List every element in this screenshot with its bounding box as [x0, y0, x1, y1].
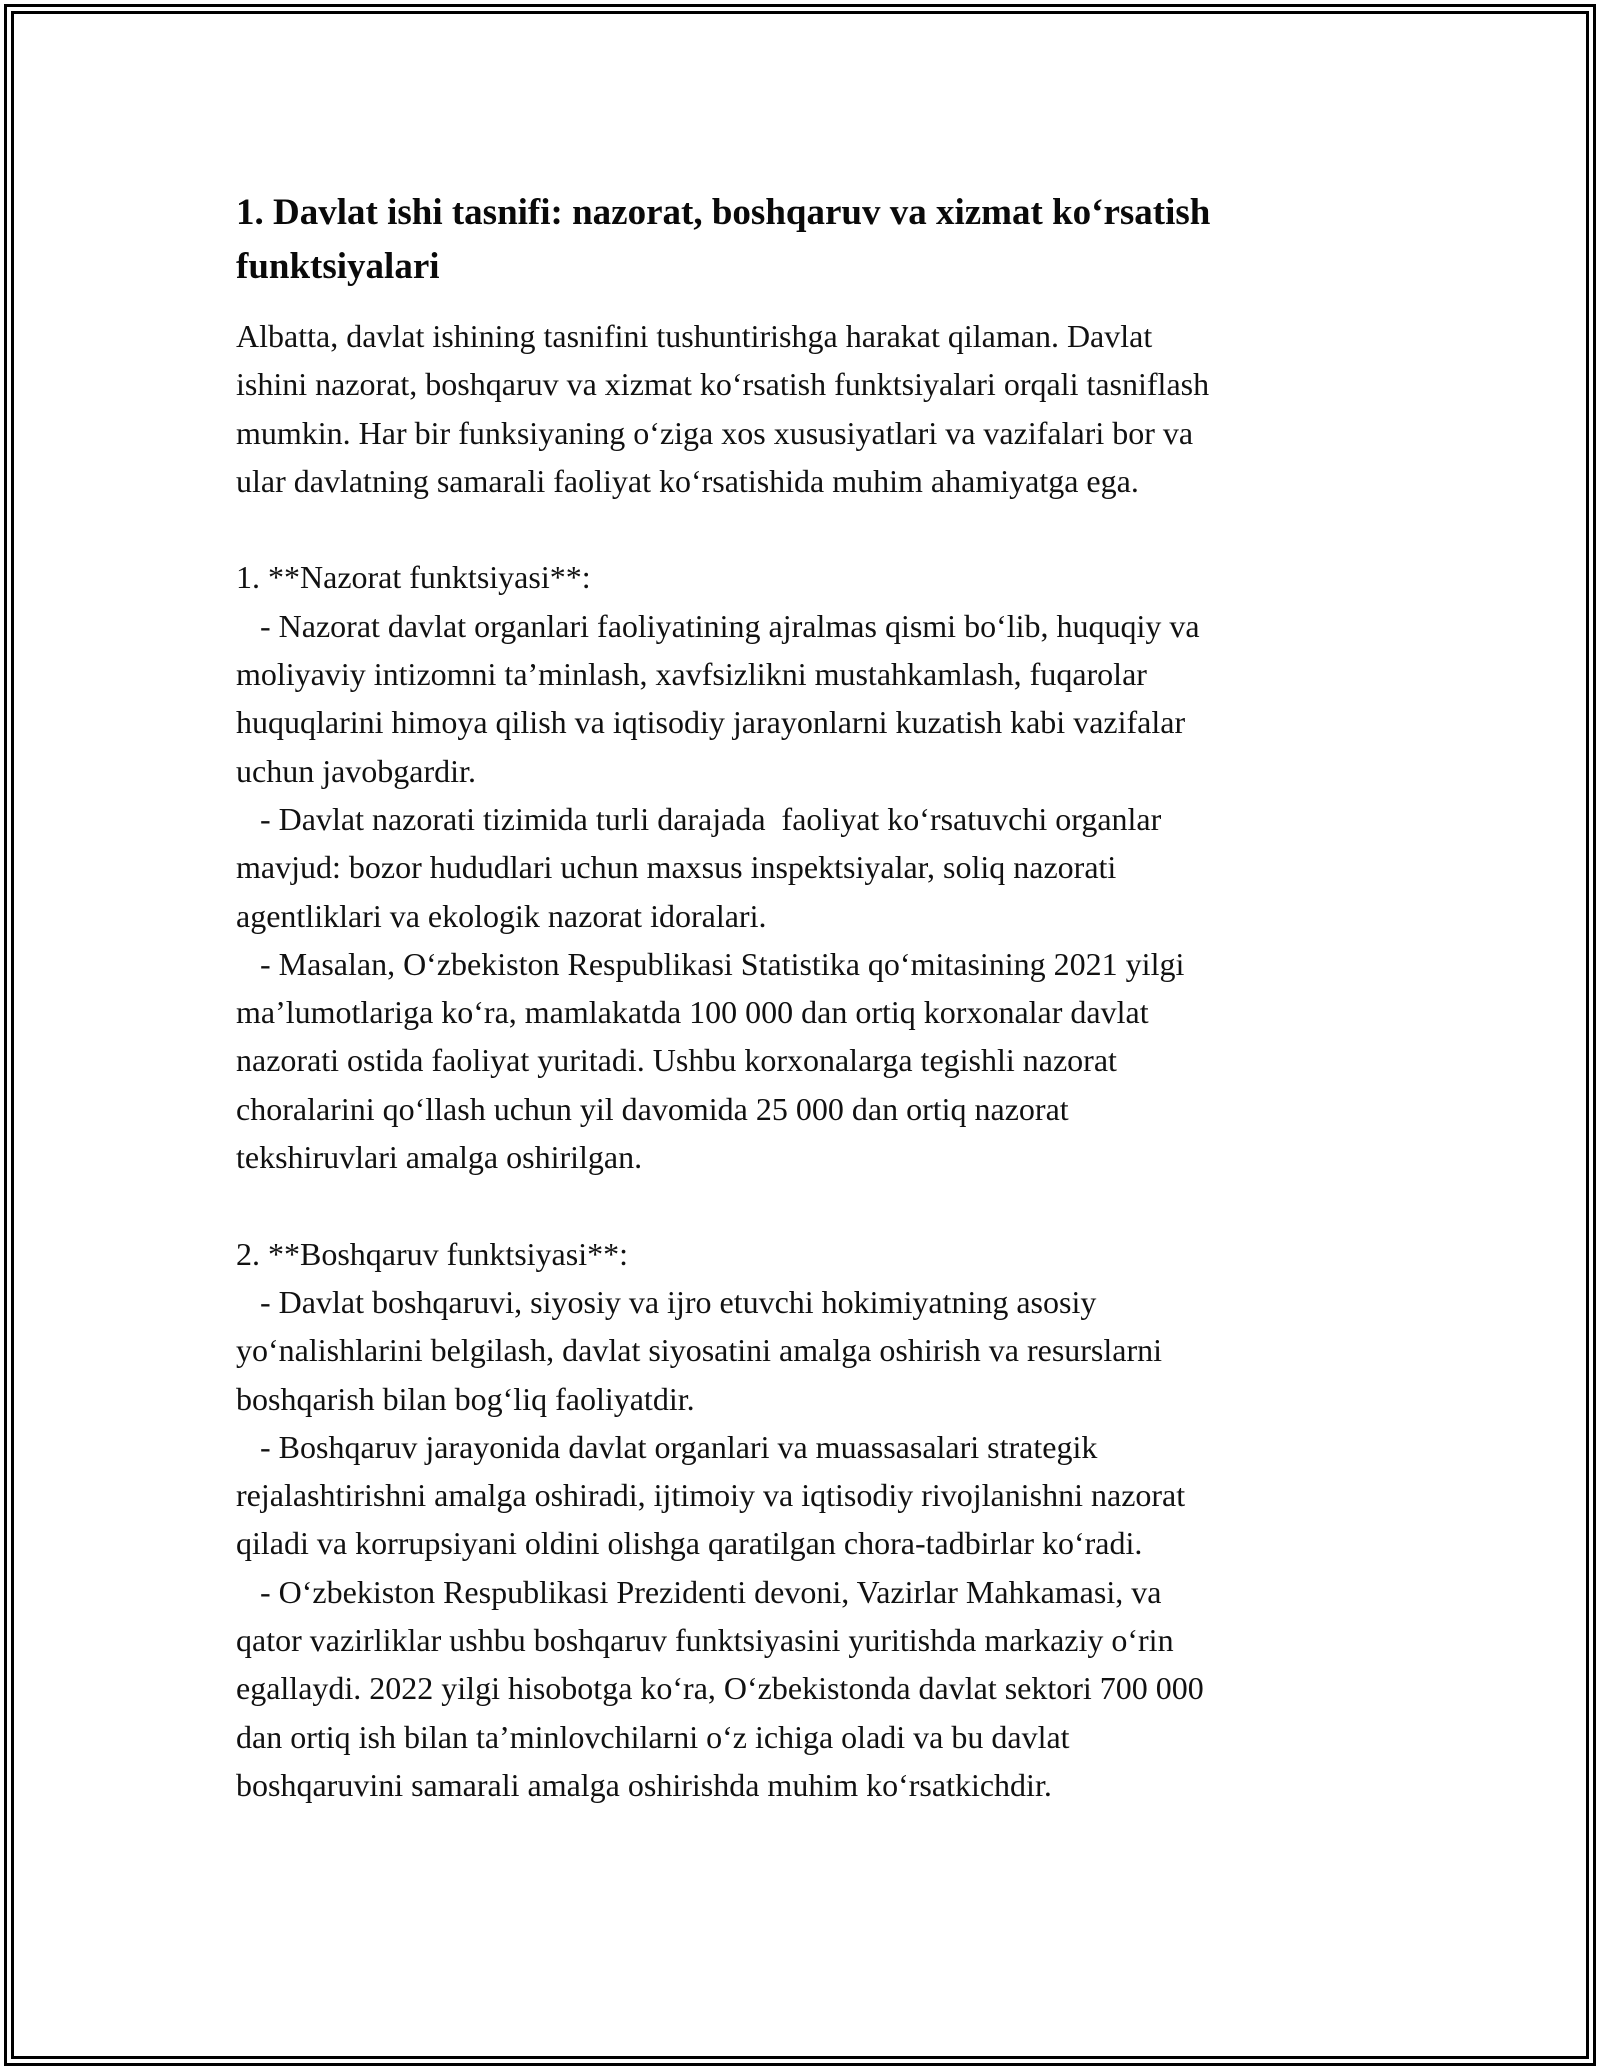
text-line: - Davlat nazorati tizimida turli darajada faoliyat koʻrsatuvchi organlar — [236, 800, 1162, 837]
section-heading: 2. **Boshqaruv funktsiyasi**: — [236, 1235, 628, 1272]
intro-paragraph — [236, 312, 1356, 505]
text-line: - Masalan, Oʻzbekiston Respublikasi Statistika qoʻmitasining 2021 yilgi — [236, 945, 1185, 982]
section-heading: 1. **Nazorat funktsiyasi**: — [236, 559, 591, 596]
text-line: uchun javobgardir. — [236, 752, 476, 789]
text-line: rejalashtirishni amalga oshiradi, ijtimoiy va iqtisodiy rivojlanishni nazorat — [236, 1477, 1186, 1514]
text-line: - Boshqaruv jarayonida davlat organlari va muassasalari strategik — [236, 1428, 1098, 1465]
text-line: mavjud: bozor hududlari uchun maxsus inspektsiyalar, soliq nazorati — [236, 849, 1117, 886]
text-line: moliyaviy intizomni taʼminlash, xavfsizlikni mustahkamlash, fuqarolar — [236, 656, 1147, 693]
text-line: - Oʻzbekiston Respublikasi Prezidenti devoni, Vazirlar Mahkamasi, va — [236, 1573, 1162, 1610]
text-line: mumkin. Har bir funksiyaning oʻziga xos xususiyatlari va vazifalari bor va — [236, 414, 1194, 451]
text-line: Albatta, davlat ishining tasnifini tushuntirishga harakat qilaman. Davlat — [236, 318, 1153, 354]
title-line: 1. Davlat ishi tasnifi: nazorat, boshqaruv va xizmat koʻrsatish — [236, 192, 1211, 233]
text-line: agentliklari va ekologik nazorat idoralari. — [236, 897, 767, 934]
text-line: maʼlumotlariga koʻra, mamlakatda 100 000 dan ortiq korxonalar davlat — [236, 994, 1149, 1031]
document-title — [236, 186, 1356, 294]
text-line: ular davlatning samarali faoliyat koʻrsatishida muhim ahamiyatga ega. — [236, 462, 1139, 499]
text-line: qator vazirliklar ushbu boshqaruv funktsiyasini yuritishda markaziy oʻrin — [236, 1622, 1174, 1659]
text-line: dan ortiq ish bilan taʼminlovchilarni oʻz ichiga oladi va bu davlat — [236, 1718, 1070, 1755]
text-line: qiladi va korrupsiyani oldini olishga qaratilgan chora-tadbirlar koʻradi. — [236, 1525, 1143, 1562]
text-line: huquqlarini himoya qilish va iqtisodiy jarayonlarni kuzatish kabi vazifalar — [236, 704, 1186, 741]
text-line: boshqaruvini samarali amalga oshirishda muhim koʻrsatkichdir. — [236, 1766, 1052, 1803]
section-boshqaruv — [236, 1230, 1356, 1810]
text-line: choralarini qoʻllash uchun yil davomida 25 000 dan ortiq nazorat — [236, 1090, 1069, 1127]
text-line: - Nazorat davlat organlari faoliyatining ajralmas qismi boʻlib, huquqiy va — [236, 607, 1200, 644]
paragraph-gap — [236, 505, 1356, 553]
paragraph-gap — [236, 1181, 1356, 1229]
text-line: - Davlat boshqaruvi, siyosiy va ijro etuvchi hokimiyatning asosiy — [236, 1283, 1097, 1320]
text-line: egallaydi. 2022 yilgi hisobotga koʻra, Oʻzbekistonda davlat sektori 700 000 — [236, 1670, 1204, 1707]
text-line: nazorati ostida faoliyat yuritadi. Ushbu korxonalarga tegishli nazorat — [236, 1042, 1117, 1079]
text-line: ishini nazorat, boshqaruv va xizmat koʻrsatish funktsiyalari orqali tasniflash — [236, 366, 1210, 403]
text-line: boshqarish bilan bogʻliq faoliyatdir. — [236, 1380, 695, 1417]
text-line: yoʻnalishlarini belgilash, davlat siyosatini amalga oshirish va resurslarni — [236, 1332, 1163, 1369]
text-line: tekshiruvlari amalga oshirilgan. — [236, 1139, 643, 1176]
section-nazorat — [236, 553, 1356, 1181]
title-line: funktsiyalari — [236, 246, 440, 287]
document-body — [236, 186, 1356, 1809]
